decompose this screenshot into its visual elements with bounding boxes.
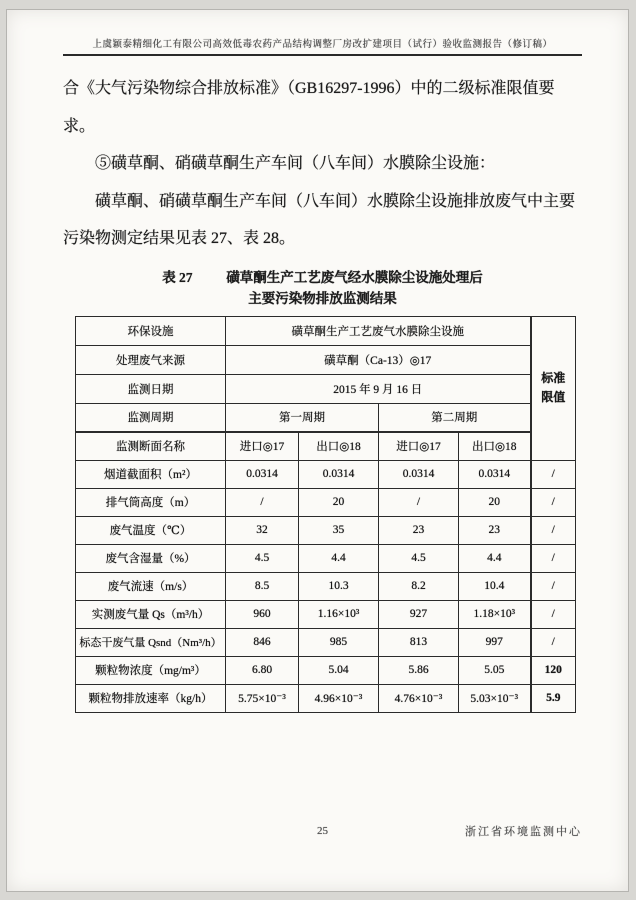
value-cell: 10.3 [299,572,379,600]
value-cell: / [379,488,459,516]
table-caption-line2: 主要污染物排放监测结果 [248,290,397,306]
limit-header-line1: 标准 [541,371,566,386]
value-cell: 927 [379,600,459,628]
limit-cell: / [531,572,576,600]
table-row-standard-dry-flow [76,628,576,656]
limit-cell: / [531,600,576,628]
footer-organization: 浙江省环境监测中心 [465,826,582,838]
table-row-facility [76,316,576,345]
running-header: 上虞颖泰精细化工有限公司高效低毒农药产品结构调整厂房改扩建项目（试行）验收监测报告（修订稿） [92,40,553,50]
document-page [6,9,629,892]
table-row-source [76,345,576,374]
page-footer [63,823,582,839]
value-cell: 997 [459,628,531,656]
paragraph-facility-item: ⑤磺草酮、硝磺草酮生产车间（八车间）水膜除尘设施： [95,155,496,173]
value-cell: 4.76×10⁻³ [379,684,459,712]
value-cell: 0.0314 [299,460,379,488]
limit-column-header [531,316,576,460]
value-cell: 20 [459,488,531,516]
value-cell: 0.0314 [379,460,459,488]
value-cell: 4.96×10⁻³ [299,684,379,712]
row-label: 排气筒高度（m） [76,488,226,516]
row-label: 烟道截面积（m²） [76,460,226,488]
paragraph-standard-reference: 合《大气污染物综合排放标准》（GB16297-1996）中的二级标准限值要求。 [63,80,555,135]
value-cell: 10.4 [459,572,531,600]
value-cell: 23 [379,516,459,544]
value-cell: 6.80 [226,656,299,684]
point-cell: 出口◎18 [299,432,379,461]
table-row-particulate-emission-rate [76,684,576,712]
value-cell: 960 [226,600,299,628]
body-text [63,70,582,258]
value-cell: 813 [379,628,459,656]
limit-header-line2: 限值 [541,390,566,405]
row-label: 废气温度（℃） [76,516,226,544]
value-cell: 5.04 [299,656,379,684]
table-title-text: 磺草酮生产工艺废气经水膜除尘设施处理后 [226,269,483,285]
table-row-duct-area [76,460,576,488]
row-label: 监测周期 [76,403,226,432]
row-label: 环保设施 [76,316,226,345]
limit-cell: / [531,628,576,656]
row-label: 颗粒物排放速率（kg/h） [76,684,226,712]
table-row-gas-temperature [76,516,576,544]
page-number: 25 [317,825,328,837]
value-cell: 985 [299,628,379,656]
cycle-period-2: 第二周期 [379,403,531,432]
row-label: 颗粒物浓度（mg/m³） [76,656,226,684]
point-cell: 进口◎17 [226,432,299,461]
value-cell: 5.03×10⁻³ [459,684,531,712]
row-label: 废气含湿量（%） [76,544,226,572]
value-cell: / [226,488,299,516]
limit-cell: 120 [531,656,576,684]
table-row-stack-height [76,488,576,516]
table-row-cycle [76,403,576,432]
table-row-section-points [76,432,576,461]
table-caption [63,268,582,310]
row-label: 处理废气来源 [76,345,226,374]
point-cell: 进口◎17 [379,432,459,461]
cycle-period-1: 第一周期 [226,403,379,432]
limit-cell: / [531,516,576,544]
table-row-measured-flow [76,600,576,628]
value-cell: 8.5 [226,572,299,600]
value-cell: 5.05 [459,656,531,684]
table-caption-line1 [63,268,582,289]
limit-cell: / [531,488,576,516]
value-cell: 4.5 [226,544,299,572]
page-content [63,10,582,713]
table-row-gas-velocity [76,572,576,600]
point-cell: 出口◎18 [459,432,531,461]
limit-cell: 5.9 [531,684,576,712]
value-cell: 0.0314 [459,460,531,488]
table-number: 表 27 [162,269,193,285]
value-cell: 5.75×10⁻³ [226,684,299,712]
row-label: 监测日期 [76,374,226,403]
row-label: 标态干废气量 Qsnd（Nm³/h） [76,628,226,656]
source-value: 磺草酮（Ca-13）◎17 [226,345,531,374]
value-cell: 23 [459,516,531,544]
facility-value: 磺草酮生产工艺废气水膜除尘设施 [226,316,531,345]
value-cell: 1.16×10³ [299,600,379,628]
table-row-date [76,374,576,403]
table-row-moisture [76,544,576,572]
limit-cell: / [531,544,576,572]
row-label: 监测断面名称 [76,432,226,461]
monitoring-date: 2015 年 9 月 16 日 [226,374,531,403]
value-cell: 32 [226,516,299,544]
value-cell: 35 [299,516,379,544]
value-cell: 8.2 [379,572,459,600]
value-cell: 4.5 [379,544,459,572]
value-cell: 4.4 [459,544,531,572]
value-cell: 846 [226,628,299,656]
value-cell: 1.18×10³ [459,600,531,628]
paragraph-results-reference: 磺草酮、硝磺草酮生产车间（八车间）水膜除尘设施排放废气中主要污染物测定结果见表 27、表 28。 [63,192,576,248]
monitoring-results-table [75,316,576,713]
row-label: 废气流速（m/s） [76,572,226,600]
limit-cell: / [531,460,576,488]
value-cell: 0.0314 [226,460,299,488]
header-rule [63,54,582,56]
row-label: 实测废气量 Qs（m³/h） [76,600,226,628]
value-cell: 20 [299,488,379,516]
value-cell: 4.4 [299,544,379,572]
table-row-particulate-concentration [76,656,576,684]
value-cell: 5.86 [379,656,459,684]
